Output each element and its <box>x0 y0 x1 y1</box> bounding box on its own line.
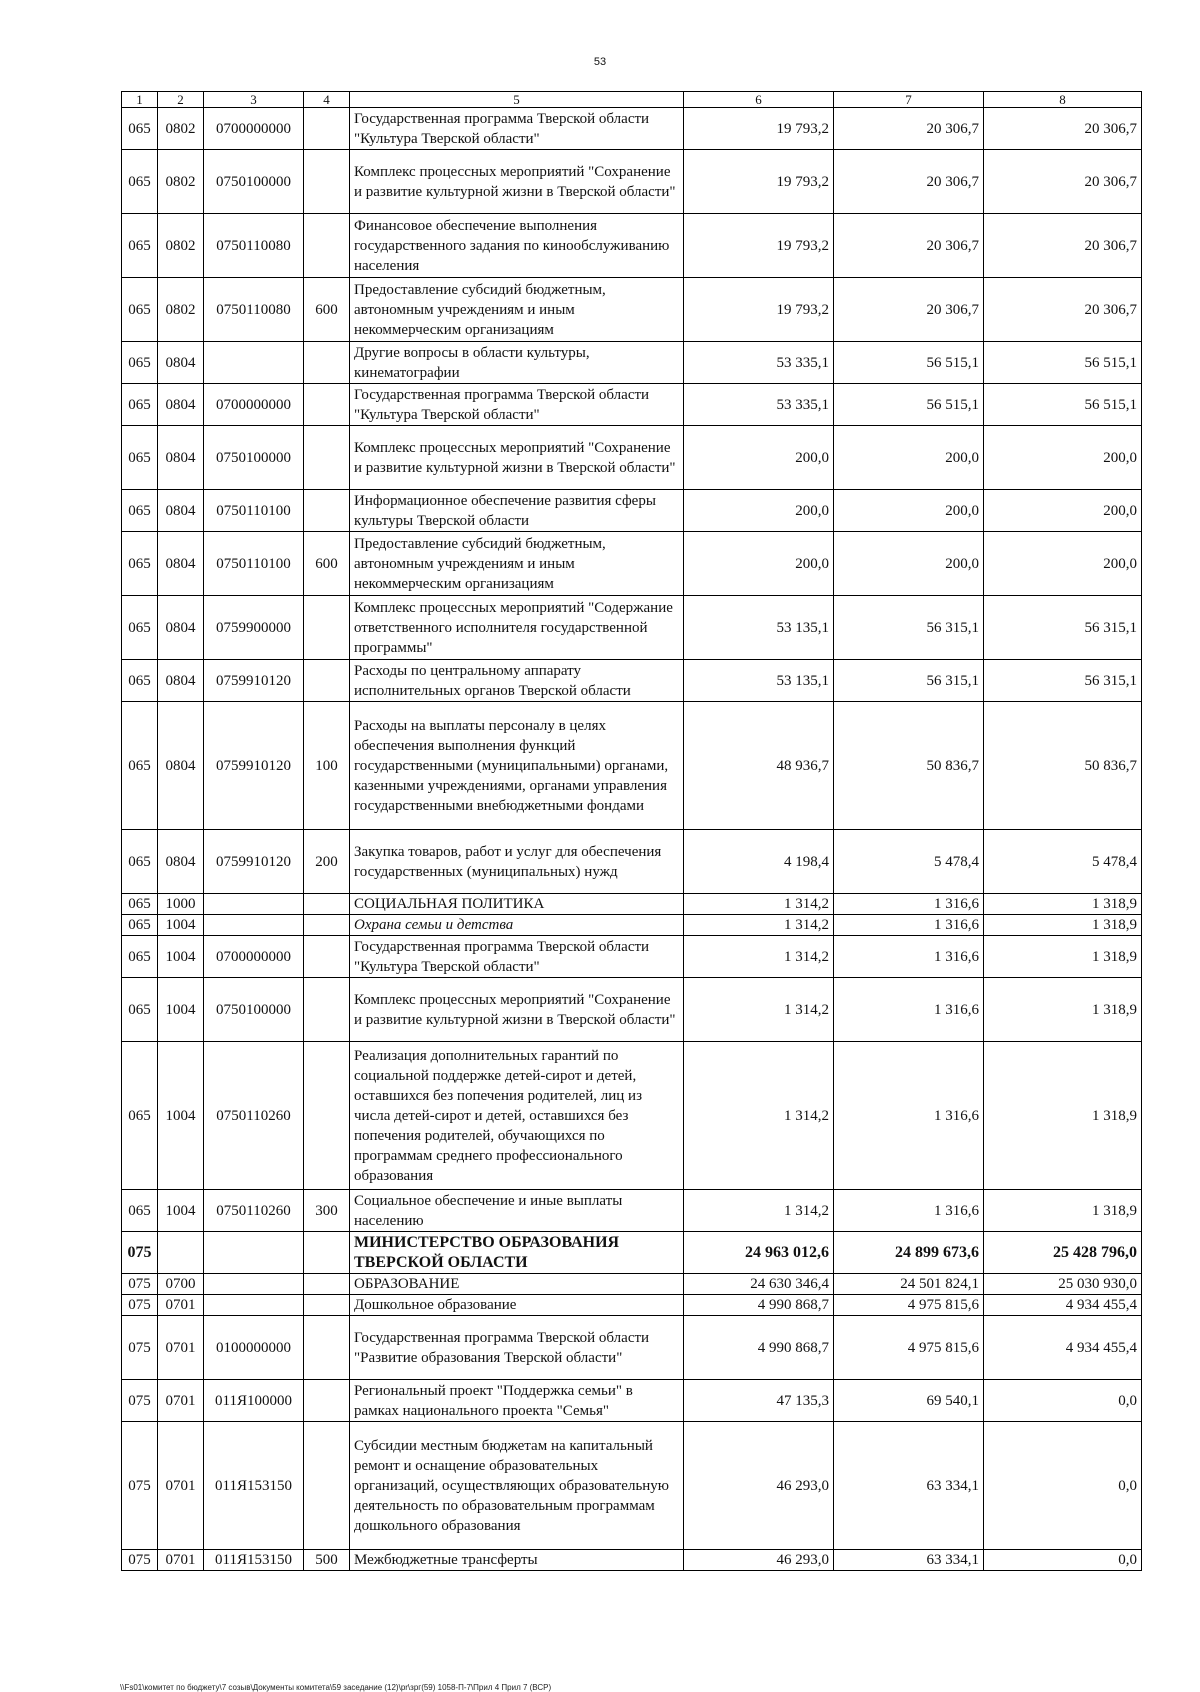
expense-type <box>304 596 350 660</box>
ministry-code: 065 <box>122 278 158 342</box>
column-header-7: 7 <box>834 92 984 108</box>
amount-col6: 24 963 012,6 <box>684 1232 834 1274</box>
section-code: 0804 <box>158 532 204 596</box>
expense-type <box>304 384 350 426</box>
section-code: 0804 <box>158 342 204 384</box>
section-code: 0802 <box>158 278 204 342</box>
table-row <box>122 214 1142 278</box>
expense-type: 200 <box>304 830 350 894</box>
expense-type <box>304 1380 350 1422</box>
section-code: 0701 <box>158 1316 204 1380</box>
table-body <box>122 108 1142 1571</box>
amount-col6: 24 630 346,4 <box>684 1274 834 1295</box>
amount-col7: 56 515,1 <box>834 384 984 426</box>
ministry-code: 075 <box>122 1550 158 1571</box>
item-name: Субсидии местным бюджетам на капитальный ремонт и оснащение образовательных организаций, осуществляющих образовательную деятельность по образовательным программам дошкольного образования <box>350 1422 684 1550</box>
header-row <box>122 92 1142 108</box>
section-code: 0700 <box>158 1274 204 1295</box>
expense-type: 600 <box>304 532 350 596</box>
amount-col8: 4 934 455,4 <box>984 1295 1142 1316</box>
item-name: Расходы на выплаты персоналу в целях обеспечения выполнения функций государственными (муниципальными) органами, казенными учреждениями, органами управления государственными внебюджетными фондами <box>350 702 684 830</box>
target-article: 0700000000 <box>204 936 304 978</box>
amount-col6: 19 793,2 <box>684 108 834 150</box>
target-article: 0759910120 <box>204 702 304 830</box>
table-row <box>122 342 1142 384</box>
expense-type: 500 <box>304 1550 350 1571</box>
amount-col8: 1 318,9 <box>984 894 1142 915</box>
ministry-code: 065 <box>122 596 158 660</box>
section-code: 0804 <box>158 426 204 490</box>
section-code: 0802 <box>158 150 204 214</box>
ministry-code: 065 <box>122 108 158 150</box>
table-row <box>122 1550 1142 1571</box>
amount-col6: 1 314,2 <box>684 978 834 1042</box>
amount-col7: 200,0 <box>834 490 984 532</box>
item-name: Комплекс процессных мероприятий "Сохранение и развитие культурной жизни в Тверской области" <box>350 150 684 214</box>
amount-col6: 53 335,1 <box>684 384 834 426</box>
expense-type <box>304 108 350 150</box>
ministry-code: 075 <box>122 1316 158 1380</box>
ministry-code: 065 <box>122 660 158 702</box>
ministry-code: 075 <box>122 1274 158 1295</box>
target-article: 0759900000 <box>204 596 304 660</box>
expense-type <box>304 915 350 936</box>
table-row <box>122 830 1142 894</box>
target-article <box>204 342 304 384</box>
table-row <box>122 660 1142 702</box>
expense-type <box>304 894 350 915</box>
section-code: 0804 <box>158 596 204 660</box>
column-header-5: 5 <box>350 92 684 108</box>
amount-col8: 5 478,4 <box>984 830 1142 894</box>
amount-col8: 20 306,7 <box>984 108 1142 150</box>
ministry-code: 075 <box>122 1295 158 1316</box>
expense-type <box>304 936 350 978</box>
table-row <box>122 1380 1142 1422</box>
expense-type <box>304 1274 350 1295</box>
amount-col7: 24 501 824,1 <box>834 1274 984 1295</box>
target-article <box>204 1232 304 1274</box>
amount-col7: 20 306,7 <box>834 278 984 342</box>
target-article <box>204 1295 304 1316</box>
amount-col6: 200,0 <box>684 426 834 490</box>
amount-col6: 1 314,2 <box>684 936 834 978</box>
item-name: МИНИСТЕРСТВО ОБРАЗОВАНИЯ ТВЕРСКОЙ ОБЛАСТИ <box>350 1232 684 1274</box>
page-number: 53 <box>593 56 607 68</box>
amount-col6: 53 135,1 <box>684 596 834 660</box>
amount-col6: 200,0 <box>684 532 834 596</box>
table-row <box>122 1422 1142 1550</box>
amount-col7: 50 836,7 <box>834 702 984 830</box>
section-code: 0804 <box>158 830 204 894</box>
item-name: Охрана семьи и детства <box>350 915 684 936</box>
amount-col7: 4 975 815,6 <box>834 1295 984 1316</box>
ministry-code: 065 <box>122 150 158 214</box>
amount-col7: 200,0 <box>834 426 984 490</box>
ministry-code: 075 <box>122 1232 158 1274</box>
item-name: Другие вопросы в области культуры, кинематографии <box>350 342 684 384</box>
amount-col8: 20 306,7 <box>984 150 1142 214</box>
target-article: 0750100000 <box>204 978 304 1042</box>
amount-col6: 4 198,4 <box>684 830 834 894</box>
amount-col6: 19 793,2 <box>684 278 834 342</box>
table-row <box>122 384 1142 426</box>
table-row <box>122 1295 1142 1316</box>
table-row <box>122 1232 1142 1274</box>
target-article: 0750100000 <box>204 150 304 214</box>
expense-type <box>304 1232 350 1274</box>
table-row <box>122 1274 1142 1295</box>
table-row <box>122 1190 1142 1232</box>
expense-type <box>304 978 350 1042</box>
amount-col7: 5 478,4 <box>834 830 984 894</box>
column-header-2: 2 <box>158 92 204 108</box>
ministry-code: 065 <box>122 342 158 384</box>
amount-col6: 47 135,3 <box>684 1380 834 1422</box>
item-name: Расходы по центральному аппарату исполнительных органов Тверской области <box>350 660 684 702</box>
target-article: 0759910120 <box>204 830 304 894</box>
amount-col7: 69 540,1 <box>834 1380 984 1422</box>
item-name: Межбюджетные трансферты <box>350 1550 684 1571</box>
amount-col8: 200,0 <box>984 426 1142 490</box>
expense-type <box>304 660 350 702</box>
ministry-code: 065 <box>122 490 158 532</box>
item-name: Предоставление субсидий бюджетным, автономным учреждениям и иным некоммерческим организациям <box>350 532 684 596</box>
target-article <box>204 1274 304 1295</box>
target-article: 0700000000 <box>204 384 304 426</box>
amount-col8: 56 515,1 <box>984 384 1142 426</box>
target-article: 0750100000 <box>204 426 304 490</box>
item-name: Информационное обеспечение развития сферы культуры Тверской области <box>350 490 684 532</box>
item-name: Дошкольное образование <box>350 1295 684 1316</box>
column-header-6: 6 <box>684 92 834 108</box>
expense-type <box>304 1295 350 1316</box>
section-code: 1004 <box>158 978 204 1042</box>
ministry-code: 065 <box>122 936 158 978</box>
section-code: 0701 <box>158 1550 204 1571</box>
item-name: Комплекс процессных мероприятий "Сохранение и развитие культурной жизни в Тверской области" <box>350 426 684 490</box>
target-article: 0100000000 <box>204 1316 304 1380</box>
table-row <box>122 915 1142 936</box>
table-row <box>122 426 1142 490</box>
expense-type <box>304 490 350 532</box>
amount-col7: 56 515,1 <box>834 342 984 384</box>
table-row <box>122 532 1142 596</box>
amount-col6: 53 335,1 <box>684 342 834 384</box>
section-code: 1004 <box>158 936 204 978</box>
column-header-8: 8 <box>984 92 1142 108</box>
section-code: 1004 <box>158 915 204 936</box>
amount-col8: 56 315,1 <box>984 660 1142 702</box>
expense-type <box>304 1422 350 1550</box>
amount-col6: 1 314,2 <box>684 1190 834 1232</box>
table-row <box>122 108 1142 150</box>
amount-col7: 20 306,7 <box>834 150 984 214</box>
amount-col6: 46 293,0 <box>684 1422 834 1550</box>
item-name: Предоставление субсидий бюджетным, автономным учреждениям и иным некоммерческим организациям <box>350 278 684 342</box>
amount-col8: 0,0 <box>984 1422 1142 1550</box>
amount-col8: 200,0 <box>984 532 1142 596</box>
amount-col6: 46 293,0 <box>684 1550 834 1571</box>
item-name: Реализация дополнительных гарантий по социальной поддержке детей-сирот и детей, оставшихся без попечения родителей, лиц из числа детей-сирот и детей, оставшихся без попечения родителей, обучающихся по программам среднего профессионального образования <box>350 1042 684 1190</box>
ministry-code: 065 <box>122 915 158 936</box>
amount-col8: 200,0 <box>984 490 1142 532</box>
amount-col7: 1 316,6 <box>834 936 984 978</box>
target-article: 0750110080 <box>204 278 304 342</box>
amount-col8: 1 318,9 <box>984 915 1142 936</box>
amount-col8: 56 315,1 <box>984 596 1142 660</box>
table-row <box>122 150 1142 214</box>
ministry-code: 065 <box>122 894 158 915</box>
item-name: Комплекс процессных мероприятий "Сохранение и развитие культурной жизни в Тверской области" <box>350 978 684 1042</box>
ministry-code: 065 <box>122 214 158 278</box>
ministry-code: 075 <box>122 1380 158 1422</box>
section-code: 0804 <box>158 702 204 830</box>
section-code: 1004 <box>158 1042 204 1190</box>
amount-col7: 63 334,1 <box>834 1550 984 1571</box>
amount-col6: 200,0 <box>684 490 834 532</box>
section-code: 0701 <box>158 1380 204 1422</box>
table-row <box>122 936 1142 978</box>
amount-col8: 4 934 455,4 <box>984 1316 1142 1380</box>
expense-type <box>304 342 350 384</box>
item-name: Государственная программа Тверской области "Культура Тверской области" <box>350 108 684 150</box>
expense-type <box>304 1042 350 1190</box>
amount-col6: 19 793,2 <box>684 214 834 278</box>
table-row <box>122 894 1142 915</box>
amount-col7: 1 316,6 <box>834 915 984 936</box>
expense-type <box>304 150 350 214</box>
table-row <box>122 702 1142 830</box>
target-article: 0750110260 <box>204 1042 304 1190</box>
amount-col7: 200,0 <box>834 532 984 596</box>
amount-col6: 1 314,2 <box>684 894 834 915</box>
item-name: Региональный проект "Поддержка семьи" в рамках национального проекта "Семья" <box>350 1380 684 1422</box>
amount-col6: 53 135,1 <box>684 660 834 702</box>
amount-col6: 1 314,2 <box>684 1042 834 1190</box>
amount-col7: 1 316,6 <box>834 894 984 915</box>
section-code: 0701 <box>158 1295 204 1316</box>
amount-col7: 1 316,6 <box>834 1190 984 1232</box>
item-name: ОБРАЗОВАНИЕ <box>350 1274 684 1295</box>
table-row <box>122 1316 1142 1380</box>
expense-type <box>304 426 350 490</box>
column-header-4: 4 <box>304 92 350 108</box>
table-row <box>122 1042 1142 1190</box>
column-header-3: 3 <box>204 92 304 108</box>
amount-col7: 56 315,1 <box>834 660 984 702</box>
target-article: 0750110080 <box>204 214 304 278</box>
section-code: 0804 <box>158 384 204 426</box>
ministry-code: 065 <box>122 426 158 490</box>
amount-col8: 1 318,9 <box>984 936 1142 978</box>
item-name: Государственная программа Тверской области "Культура Тверской области" <box>350 384 684 426</box>
amount-col8: 20 306,7 <box>984 278 1142 342</box>
amount-col7: 24 899 673,6 <box>834 1232 984 1274</box>
amount-col8: 0,0 <box>984 1380 1142 1422</box>
amount-col7: 63 334,1 <box>834 1422 984 1550</box>
ministry-code: 065 <box>122 1190 158 1232</box>
target-article: 0750110100 <box>204 532 304 596</box>
target-article <box>204 894 304 915</box>
item-name: Социальное обеспечение и иные выплаты населению <box>350 1190 684 1232</box>
budget-table <box>121 91 1142 1571</box>
amount-col8: 20 306,7 <box>984 214 1142 278</box>
item-name: Комплекс процессных мероприятий "Содержание ответственного исполнителя государственной программы" <box>350 596 684 660</box>
ministry-code: 075 <box>122 1422 158 1550</box>
target-article: 0750110100 <box>204 490 304 532</box>
ministry-code: 065 <box>122 1042 158 1190</box>
amount-col8: 0,0 <box>984 1550 1142 1571</box>
section-code <box>158 1232 204 1274</box>
target-article: 011Я153150 <box>204 1422 304 1550</box>
expense-type: 100 <box>304 702 350 830</box>
item-name: Финансовое обеспечение выполнения государственного задания по кинообслуживанию населения <box>350 214 684 278</box>
amount-col7: 56 315,1 <box>834 596 984 660</box>
amount-col6: 1 314,2 <box>684 915 834 936</box>
amount-col8: 56 515,1 <box>984 342 1142 384</box>
amount-col6: 19 793,2 <box>684 150 834 214</box>
table-row <box>122 490 1142 532</box>
amount-col8: 50 836,7 <box>984 702 1142 830</box>
file-path-footer: \\Fs01\комитет по бюджету\7 созыв\Документы комитета\59 заседание (12)\pr\зрг(59) 1058-П-7\Прил 4 Прил 7 (ВСР) <box>120 1683 552 1692</box>
amount-col7: 1 316,6 <box>834 978 984 1042</box>
amount-col8: 1 318,9 <box>984 978 1142 1042</box>
amount-col8: 1 318,9 <box>984 1190 1142 1232</box>
target-article: 011Я153150 <box>204 1550 304 1571</box>
ministry-code: 065 <box>122 532 158 596</box>
section-code: 0802 <box>158 214 204 278</box>
section-code: 1000 <box>158 894 204 915</box>
amount-col8: 25 030 930,0 <box>984 1274 1142 1295</box>
ministry-code: 065 <box>122 830 158 894</box>
table-row <box>122 978 1142 1042</box>
table-row <box>122 278 1142 342</box>
section-code: 0701 <box>158 1422 204 1550</box>
item-name: Государственная программа Тверской области "Развитие образования Тверской области" <box>350 1316 684 1380</box>
ministry-code: 065 <box>122 702 158 830</box>
expense-type: 300 <box>304 1190 350 1232</box>
target-article: 0759910120 <box>204 660 304 702</box>
target-article <box>204 915 304 936</box>
expense-type <box>304 214 350 278</box>
expense-type <box>304 1316 350 1380</box>
ministry-code: 065 <box>122 384 158 426</box>
amount-col6: 4 990 868,7 <box>684 1316 834 1380</box>
target-article: 0750110260 <box>204 1190 304 1232</box>
amount-col7: 4 975 815,6 <box>834 1316 984 1380</box>
target-article: 0700000000 <box>204 108 304 150</box>
item-name: СОЦИАЛЬНАЯ ПОЛИТИКА <box>350 894 684 915</box>
amount-col8: 25 428 796,0 <box>984 1232 1142 1274</box>
section-code: 1004 <box>158 1190 204 1232</box>
amount-col6: 4 990 868,7 <box>684 1295 834 1316</box>
amount-col7: 1 316,6 <box>834 1042 984 1190</box>
section-code: 0802 <box>158 108 204 150</box>
section-code: 0804 <box>158 660 204 702</box>
amount-col7: 20 306,7 <box>834 108 984 150</box>
column-header-1: 1 <box>122 92 158 108</box>
item-name: Закупка товаров, работ и услуг для обеспечения государственных (муниципальных) нужд <box>350 830 684 894</box>
table-row <box>122 596 1142 660</box>
amount-col8: 1 318,9 <box>984 1042 1142 1190</box>
ministry-code: 065 <box>122 978 158 1042</box>
amount-col7: 20 306,7 <box>834 214 984 278</box>
section-code: 0804 <box>158 490 204 532</box>
expense-type: 600 <box>304 278 350 342</box>
item-name: Государственная программа Тверской области "Культура Тверской области" <box>350 936 684 978</box>
amount-col6: 48 936,7 <box>684 702 834 830</box>
target-article: 011Я100000 <box>204 1380 304 1422</box>
